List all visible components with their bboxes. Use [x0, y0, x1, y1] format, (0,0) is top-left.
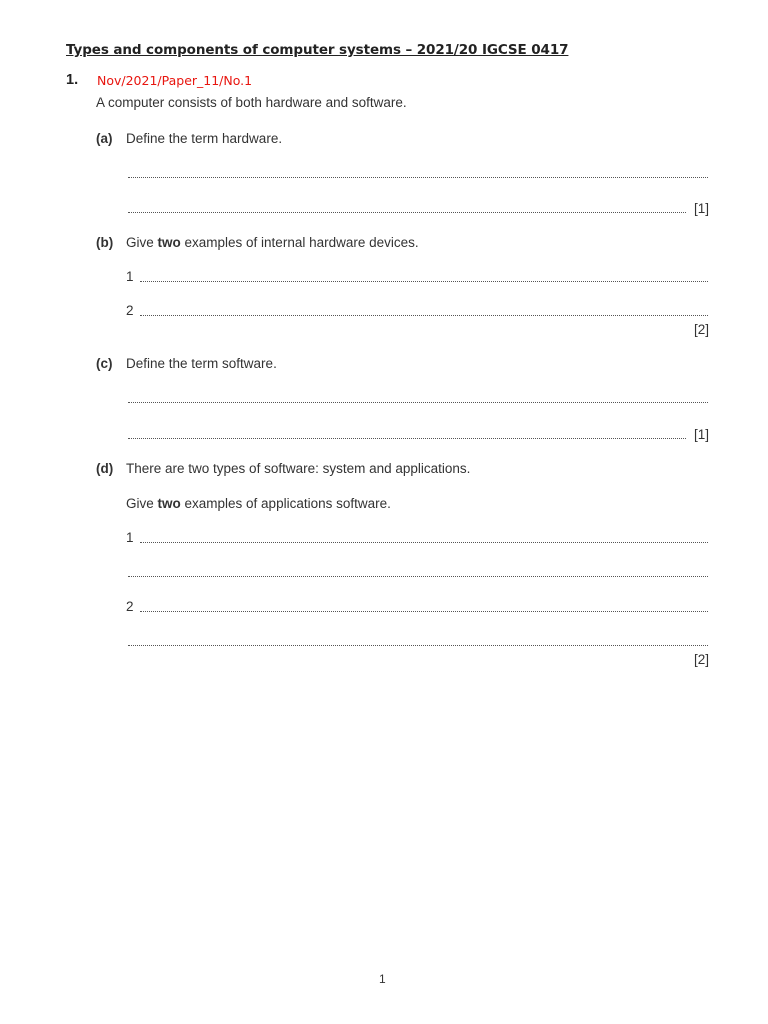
answer-line-d1[interactable] — [140, 542, 708, 543]
part-b-label: (b) — [96, 235, 114, 250]
part-a-label: (a) — [96, 131, 113, 146]
page-number: 1 — [379, 972, 386, 986]
answer-line-a2[interactable] — [128, 212, 686, 213]
part-c-text: Define the term software. — [126, 356, 277, 371]
part-d-item-2: 2 — [126, 599, 134, 614]
answer-line-c1[interactable] — [128, 402, 708, 403]
answer-line-d2b[interactable] — [128, 645, 708, 646]
part-b-text: Give two examples of internal hardware devices. — [126, 235, 419, 250]
answer-line-a1[interactable] — [128, 177, 708, 178]
answer-line-d2[interactable] — [140, 611, 708, 612]
part-b-mark: [2] — [694, 322, 710, 337]
part-b-item-2: 2 — [126, 303, 134, 318]
question-stem: A computer consists of both hardware and software. — [96, 95, 407, 110]
part-b-item-1: 1 — [126, 269, 134, 284]
part-c-label: (c) — [96, 356, 113, 371]
question-number: 1. — [66, 72, 79, 88]
part-d-label: (d) — [96, 461, 114, 476]
answer-line-b1[interactable] — [140, 281, 708, 282]
part-c-mark: [1] — [694, 427, 710, 442]
part-d-text: There are two types of software: system and applications. — [126, 461, 471, 476]
answer-line-c2[interactable] — [128, 438, 686, 439]
part-d-subtext: Give two examples of applications software. — [126, 496, 391, 511]
part-d-mark: [2] — [694, 652, 710, 667]
question-source: Nov/2021/Paper_11/No.1 — [97, 73, 253, 88]
answer-line-d1b[interactable] — [128, 576, 708, 577]
page-title: Types and components of computer systems – 2021/20 IGCSE 0417 — [66, 42, 569, 58]
part-d-item-1: 1 — [126, 530, 134, 545]
part-a-mark: [1] — [694, 201, 710, 216]
part-a-text: Define the term hardware. — [126, 131, 283, 146]
answer-line-b2[interactable] — [140, 315, 708, 316]
